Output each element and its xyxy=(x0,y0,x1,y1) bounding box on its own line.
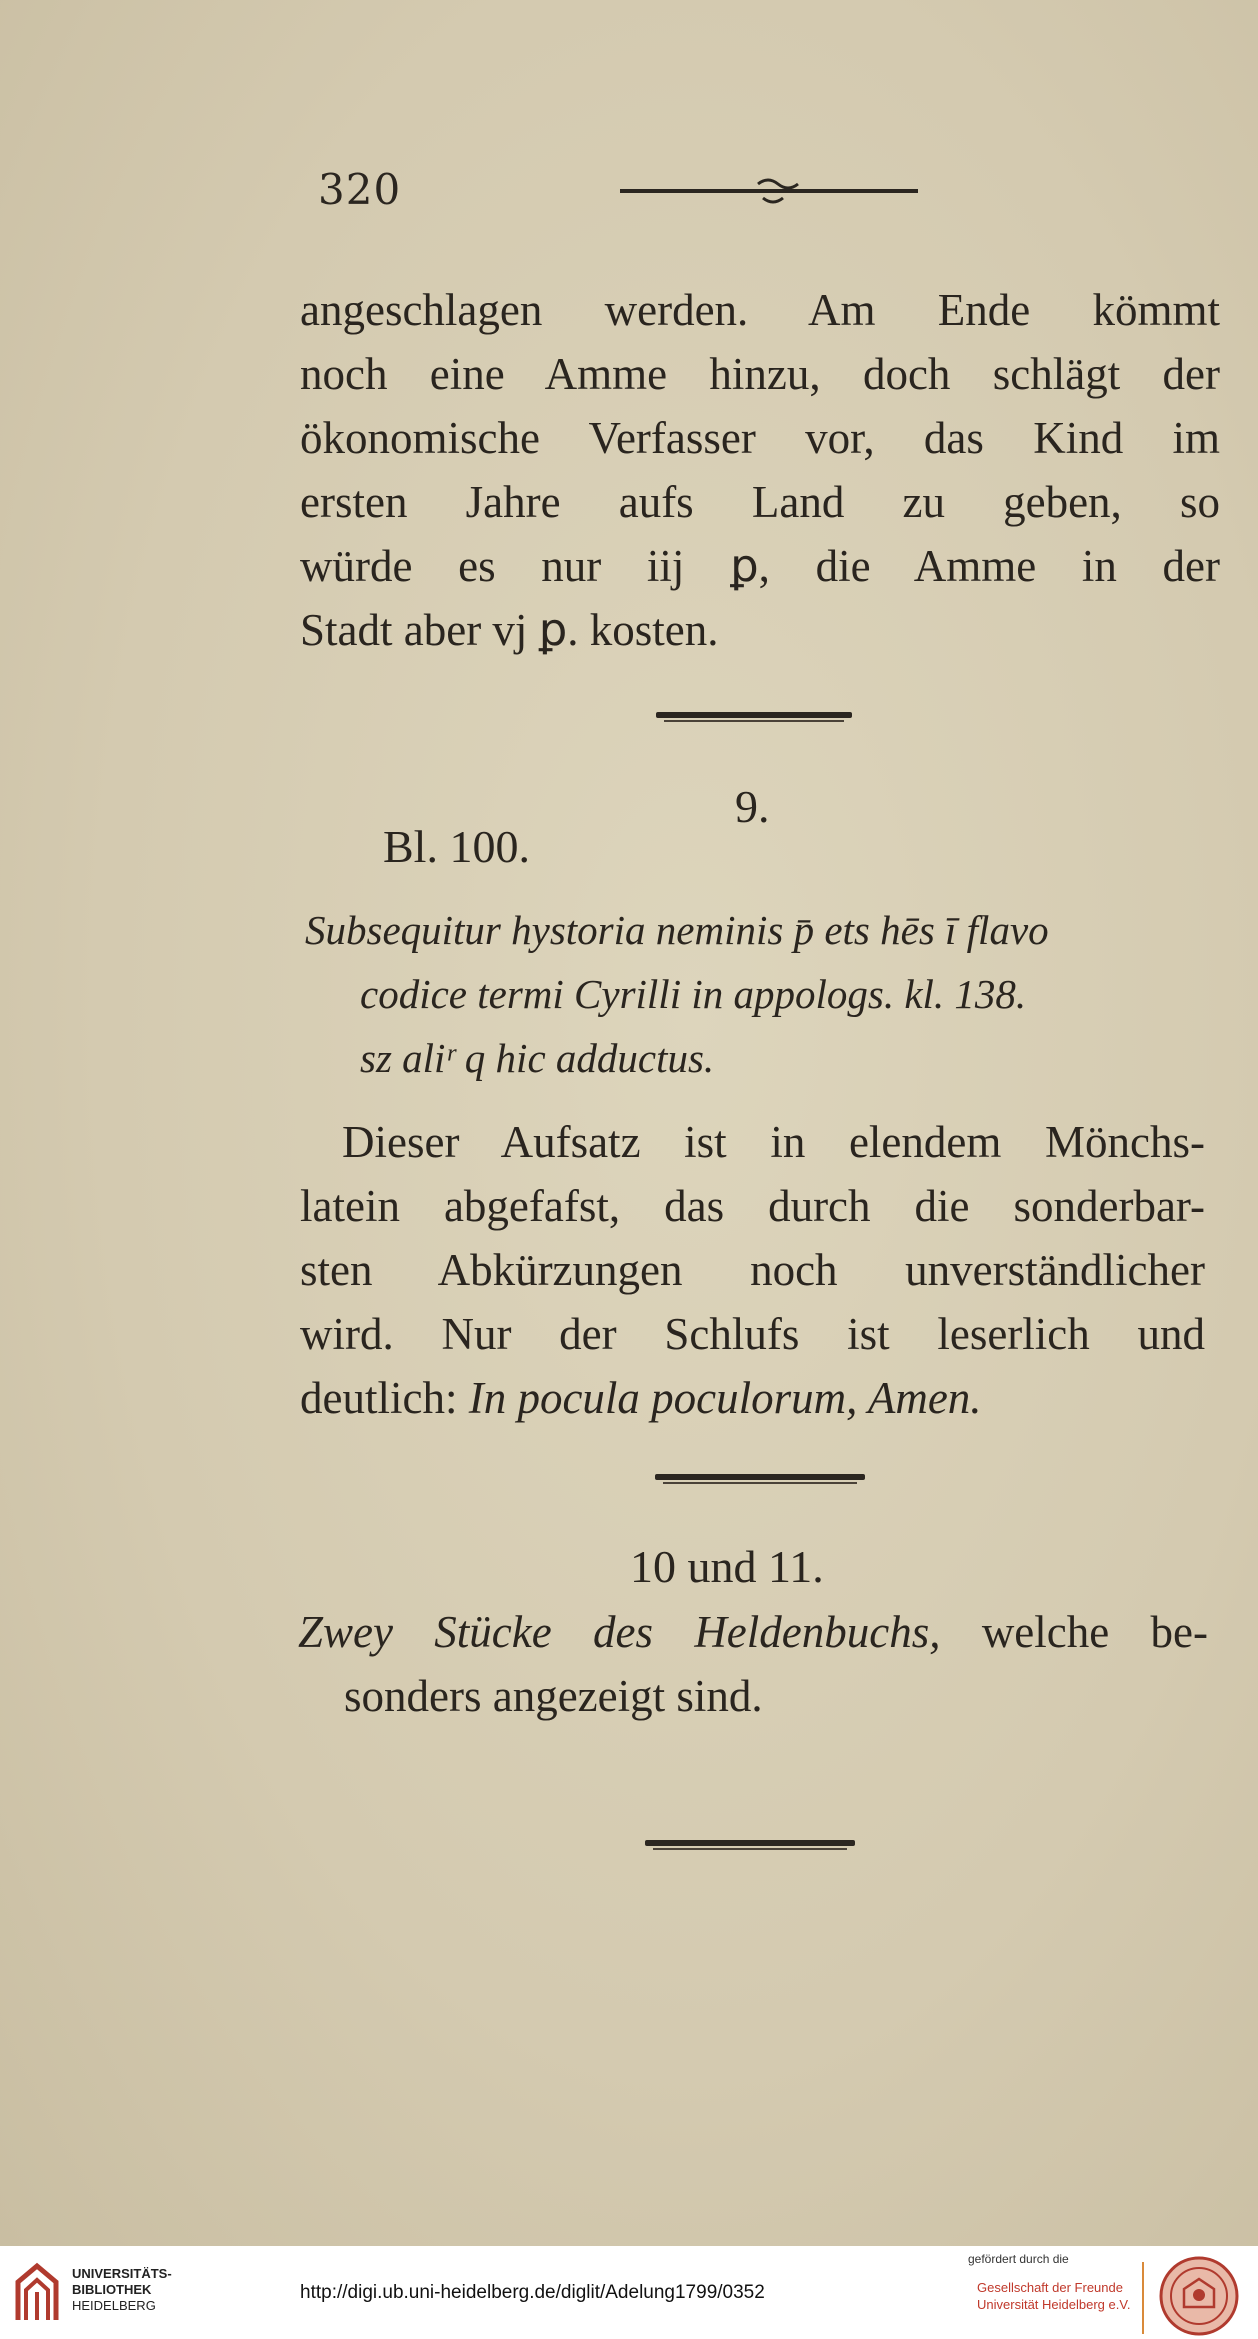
text-line: Stadt aber vj ꝑ. kosten. xyxy=(300,605,719,655)
latin-line: Subsequitur hystoria neminis p̄ ets hēs ī flavo xyxy=(305,907,1049,953)
text-line: Dieser Aufsatz ist in elendem Mönchs- xyxy=(342,1117,1205,1167)
library-line: UNIVERSITÄTS- xyxy=(72,2266,172,2281)
text-line: angeschlagen werden. Am Ende kömmt xyxy=(300,285,1220,335)
text-fragment: welche be- xyxy=(981,1607,1208,1657)
latin-line: sz aliʳ q hic adductus. xyxy=(360,1035,715,1081)
text-line: ökonomische Verfasser vor, das Kind im xyxy=(300,413,1220,463)
text-line: würde es nur iij ꝑ, die Amme in der xyxy=(300,541,1220,591)
sponsor-line: Gesellschaft der Freunde xyxy=(977,2280,1123,2295)
italic-fragment: Zwey Stücke des Heldenbuchs, xyxy=(298,1607,941,1657)
section-number: 10 und 11. xyxy=(630,1541,824,1592)
permalink-url[interactable]: http://digi.ub.uni-heidelberg.de/diglit/Adelung1799/0352 xyxy=(300,2282,765,2303)
library-line: HEIDELBERG xyxy=(72,2298,156,2313)
sponsor-label: gefördert durch die xyxy=(968,2252,1069,2266)
section-divider xyxy=(645,1840,855,1846)
text-line: sten Abkürzungen noch unverständlicher xyxy=(300,1245,1205,1295)
section-divider xyxy=(656,712,852,718)
text-line: wird. Nur der Schlufs ist leserlich und xyxy=(300,1309,1205,1359)
latin-quote xyxy=(305,898,1220,1090)
text-line: sonders angezeigt sind. xyxy=(344,1671,763,1721)
text-line xyxy=(298,1600,1208,1664)
paragraph-1 xyxy=(300,278,1220,662)
library-line: BIBLIOTHEK xyxy=(72,2282,152,2297)
header-ornament xyxy=(618,176,920,206)
section-number: 9. xyxy=(735,781,770,832)
text-line: noch eine Amme hinzu, doch schlägt der xyxy=(300,349,1220,399)
text-line: latein abgefafst, das durch die sonderbar- xyxy=(300,1181,1205,1231)
text-line xyxy=(300,1366,1205,1430)
footer-divider xyxy=(1142,2262,1144,2334)
text-line: ersten Jahre aufs Land zu geben, so xyxy=(300,477,1220,527)
italic-fragment: In pocula poculorum, Amen. xyxy=(468,1373,982,1423)
paragraph-2 xyxy=(300,1110,1205,1430)
paragraph-3 xyxy=(298,1600,1208,1728)
library-name xyxy=(72,2266,172,2314)
university-seal-icon xyxy=(1158,2255,1240,2337)
sponsor-line: Universität Heidelberg e.V. xyxy=(977,2297,1131,2312)
latin-line: codice termi Cyrilli in appologs. kl. 138. xyxy=(360,971,1027,1017)
library-logo-icon xyxy=(14,2262,60,2324)
sponsor-name xyxy=(977,2279,1130,2313)
text-fragment: deutlich: xyxy=(300,1373,458,1423)
section-divider xyxy=(655,1474,865,1480)
section-reference: Bl. 100. xyxy=(383,821,530,872)
page-number: 320 xyxy=(318,165,402,214)
